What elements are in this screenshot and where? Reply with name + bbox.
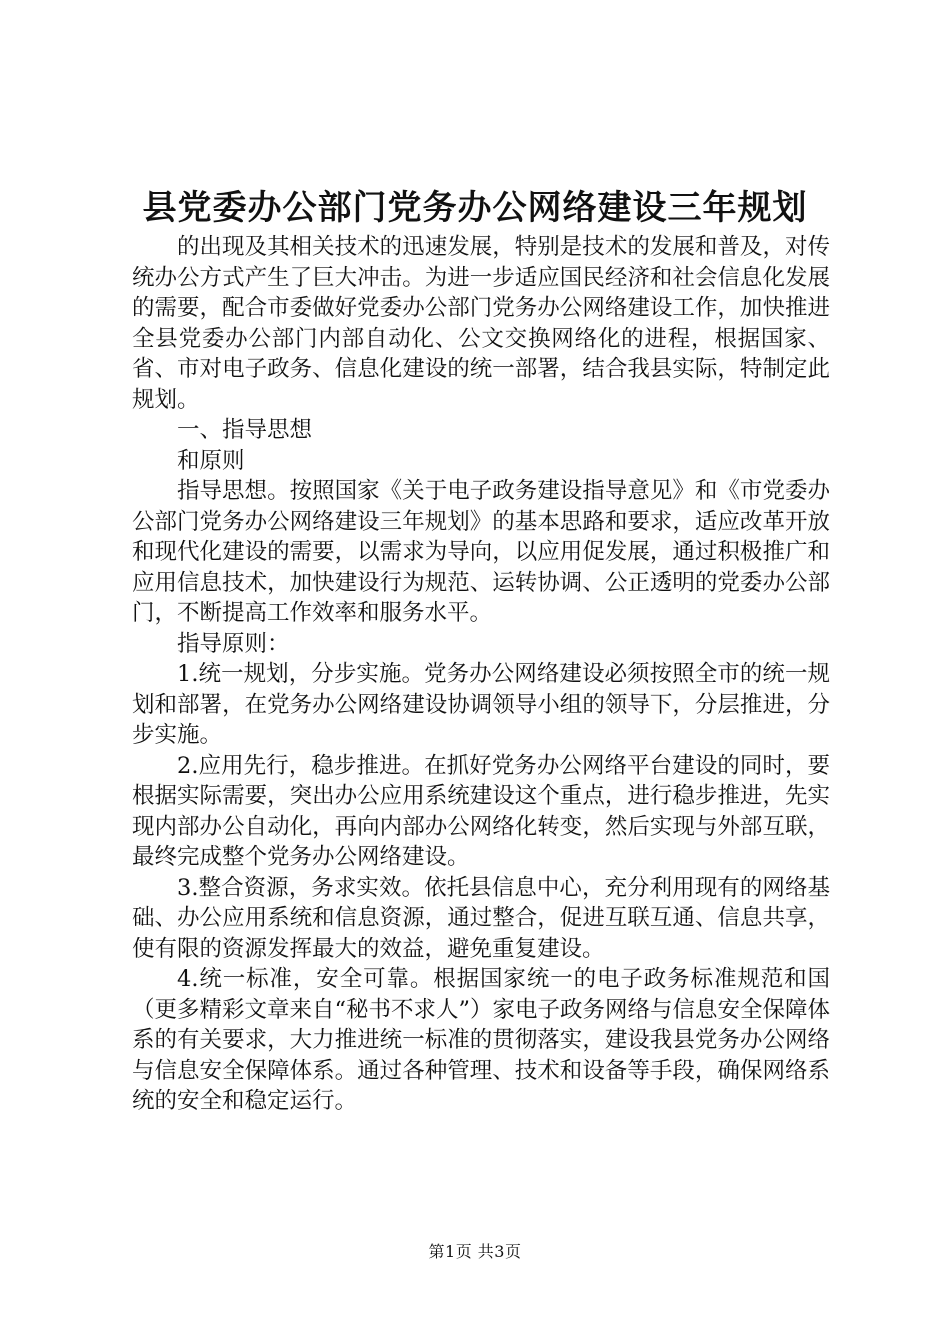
paragraph-principles-label: 指导原则： [177,630,290,657]
paragraph-intro: 的出现及其相关技术的迅速发展，特别是技术的发展和普及，对传统办公方式产生了巨大冲击。为进一步适应国民经济和社会信息化发展的需要，配合市委做好党委办公部门党务办公网络建设工作，加快推进全县党委办公部门内部自动化、公文交换网络化的进程，根据国家、省、市对电子政务、信息化建设的统一部署，结合我县实际，特制定此规划。 [132,234,830,413]
section-heading-continued: 和原则 [177,447,245,474]
paragraph-principle-2: 2.应用先行，稳步推进。在抓好党务办公网络平台建设的同时，要根据实际需要，突出办公应用系统建设这个重点，进行稳步推进，先实现内部办公自动化，再向内部办公网络化转变，然后实现与外部互联，最终完成整个党务办公网络建设。 [132,752,830,870]
document-title: 县党委办公部门党务办公网络建设三年规划 [142,188,808,228]
paragraph-guiding-thought: 指导思想。按照国家《关于电子政务建设指导意见》和《市党委办公部门党务办公网络建设三年规划》的基本思路和要求，适应改革开放和现代化建设的需要，以需求为导向，以应用促发展，通过积极推广和应用信息技术，加快建设行为规范、运转协调、公正透明的党委办公部门，不断提高工作效率和服务水平。 [132,478,830,626]
document-body [132,232,830,1117]
paragraph-principle-3: 3.整合资源，务求实效。依托县信息中心，充分利用现有的网络基础、办公应用系统和信息资源，通过整合，促进互联互通、信息共享，使有限的资源发挥最大的效益，避免重复建设。 [132,874,830,962]
section-heading: 一、指导思想 [177,417,313,443]
paragraph-principle-1: 1.统一规划，分步实施。党务办公网络建设必须按照全市的统一规划和部署，在党务办公网络建设协调领导小组的领导下，分层推进，分步实施。 [132,661,830,748]
paragraph-principle-4: 4.统一标准，安全可靠。根据国家统一的电子政务标准规范和国（更多精彩文章来自“秘书不求人”）家电子政务网络与信息安全保障体系的有关要求，大力推进统一标准的贯彻落实，建设我县党务办公网络与信息安全保障体系。通过各种管理、技术和设备等手段，确保网络系统的安全和稳定运行。 [132,966,831,1114]
page-footer: 第1页 共3页 [428,1242,522,1261]
